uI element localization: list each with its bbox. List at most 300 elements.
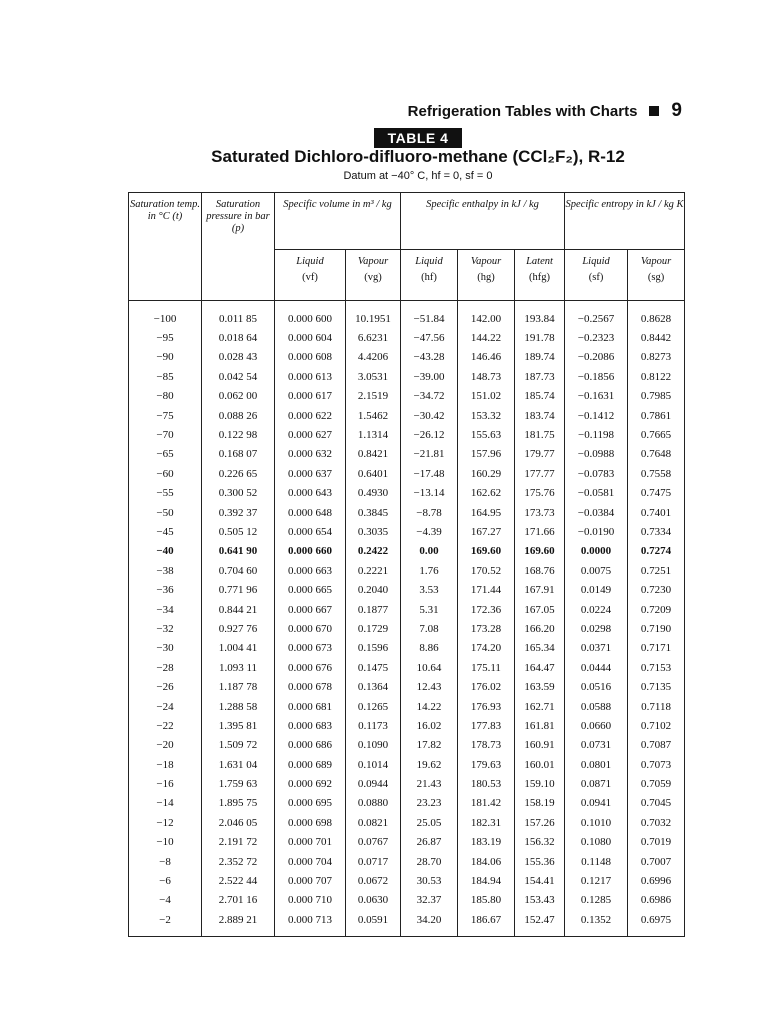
cell-enthalpy-liquid: 16.02: [401, 716, 458, 735]
table-row: [129, 542, 685, 561]
cell-entropy-vapour: 0.7135: [628, 677, 685, 696]
cell-pressure: 0.844 21: [202, 600, 275, 619]
cell-volume-liquid: 0.000 604: [275, 328, 346, 347]
cell-entropy-vapour: 0.8122: [628, 367, 685, 386]
cell-enthalpy-vapour: 178.73: [458, 736, 515, 755]
cell-volume-liquid: 0.000 698: [275, 813, 346, 832]
cell-enthalpy-liquid: −39.00: [401, 367, 458, 386]
cell-volume-vapour: 0.1173: [346, 716, 401, 735]
cell-volume-vapour: 0.0944: [346, 774, 401, 793]
cell-enthalpy-latent: 175.76: [515, 484, 565, 503]
cell-volume-liquid: 0.000 681: [275, 697, 346, 716]
cell-enthalpy-vapour: 181.42: [458, 794, 515, 813]
cell-pressure: 1.004 41: [202, 639, 275, 658]
header-enthalpy-liquid: Liquid (hf): [401, 250, 458, 301]
cell-pressure: 0.771 96: [202, 580, 275, 599]
cell-volume-vapour: 0.2422: [346, 542, 401, 561]
table-row: [129, 910, 685, 936]
cell-entropy-liquid: −0.0384: [565, 503, 628, 522]
cell-enthalpy-vapour: 169.60: [458, 542, 515, 561]
table-row: [129, 580, 685, 599]
cell-pressure: 0.392 37: [202, 503, 275, 522]
cell-pressure: 1.187 78: [202, 677, 275, 696]
cell-entropy-vapour: 0.7334: [628, 522, 685, 541]
cell-enthalpy-liquid: 0.00: [401, 542, 458, 561]
cell-pressure: 0.168 07: [202, 445, 275, 464]
cell-entropy-liquid: −0.1412: [565, 406, 628, 425]
cell-entropy-vapour: 0.7251: [628, 561, 685, 580]
cell-enthalpy-vapour: 174.20: [458, 639, 515, 658]
cell-enthalpy-liquid: −51.84: [401, 301, 458, 329]
cell-enthalpy-latent: 181.75: [515, 425, 565, 444]
cell-enthalpy-vapour: 164.95: [458, 503, 515, 522]
cell-enthalpy-vapour: 175.11: [458, 658, 515, 677]
cell-enthalpy-latent: 157.26: [515, 813, 565, 832]
cell-volume-vapour: 0.0880: [346, 794, 401, 813]
table-row: [129, 658, 685, 677]
cell-enthalpy-latent: 168.76: [515, 561, 565, 580]
cell-enthalpy-latent: 189.74: [515, 348, 565, 367]
cell-temp: −100: [129, 301, 202, 329]
cell-entropy-liquid: 0.0371: [565, 639, 628, 658]
cell-temp: −40: [129, 542, 202, 561]
cell-enthalpy-vapour: 183.19: [458, 833, 515, 852]
cell-pressure: 0.018 64: [202, 328, 275, 347]
cell-enthalpy-liquid: 3.53: [401, 580, 458, 599]
cell-temp: −80: [129, 387, 202, 406]
cell-temp: −36: [129, 580, 202, 599]
cell-enthalpy-latent: 153.43: [515, 891, 565, 910]
saturation-table: [128, 192, 685, 937]
cell-enthalpy-latent: 160.91: [515, 736, 565, 755]
cell-temp: −60: [129, 464, 202, 483]
cell-enthalpy-latent: 183.74: [515, 406, 565, 425]
cell-entropy-vapour: 0.7153: [628, 658, 685, 677]
cell-enthalpy-latent: 152.47: [515, 910, 565, 936]
cell-entropy-liquid: −0.1631: [565, 387, 628, 406]
cell-volume-liquid: 0.000 660: [275, 542, 346, 561]
table-row: [129, 619, 685, 638]
cell-pressure: 1.395 81: [202, 716, 275, 735]
table-title: Saturated Dichloro-difluoro-methane (CCl₂F₂), R-12: [211, 147, 625, 166]
cell-enthalpy-latent: 191.78: [515, 328, 565, 347]
cell-entropy-liquid: 0.0298: [565, 619, 628, 638]
cell-enthalpy-liquid: 7.08: [401, 619, 458, 638]
cell-temp: −30: [129, 639, 202, 658]
cell-enthalpy-liquid: 17.82: [401, 736, 458, 755]
cell-enthalpy-vapour: 180.53: [458, 774, 515, 793]
cell-entropy-vapour: 0.6975: [628, 910, 685, 936]
cell-temp: −22: [129, 716, 202, 735]
cell-entropy-liquid: −0.2323: [565, 328, 628, 347]
cell-temp: −16: [129, 774, 202, 793]
cell-enthalpy-liquid: 30.53: [401, 871, 458, 890]
cell-enthalpy-latent: 165.34: [515, 639, 565, 658]
cell-entropy-liquid: 0.1285: [565, 891, 628, 910]
cell-volume-vapour: 0.0821: [346, 813, 401, 832]
cell-volume-liquid: 0.000 692: [275, 774, 346, 793]
cell-entropy-vapour: 0.7171: [628, 639, 685, 658]
cell-entropy-vapour: 0.7401: [628, 503, 685, 522]
cell-entropy-vapour: 0.6986: [628, 891, 685, 910]
cell-entropy-vapour: 0.7190: [628, 619, 685, 638]
table-row: [129, 328, 685, 347]
cell-enthalpy-vapour: 184.06: [458, 852, 515, 871]
cell-pressure: 2.352 72: [202, 852, 275, 871]
cell-enthalpy-liquid: −17.48: [401, 464, 458, 483]
cell-pressure: 0.300 52: [202, 484, 275, 503]
cell-volume-liquid: 0.000 648: [275, 503, 346, 522]
cell-entropy-liquid: −0.2086: [565, 348, 628, 367]
cell-temp: −6: [129, 871, 202, 890]
cell-volume-vapour: 0.1729: [346, 619, 401, 638]
cell-enthalpy-liquid: 10.64: [401, 658, 458, 677]
cell-enthalpy-vapour: 172.36: [458, 600, 515, 619]
cell-pressure: 1.288 58: [202, 697, 275, 716]
table-row: [129, 639, 685, 658]
cell-enthalpy-liquid: −30.42: [401, 406, 458, 425]
table-row: [129, 406, 685, 425]
cell-pressure: 0.122 98: [202, 425, 275, 444]
table-row: [129, 891, 685, 910]
cell-enthalpy-vapour: 177.83: [458, 716, 515, 735]
cell-temp: −14: [129, 794, 202, 813]
cell-entropy-vapour: 0.7045: [628, 794, 685, 813]
header-entropy-vapour: Vapour (sg): [628, 250, 685, 301]
cell-temp: −24: [129, 697, 202, 716]
header-enthalpy-vapour: Vapour (hg): [458, 250, 515, 301]
cell-entropy-liquid: 0.0588: [565, 697, 628, 716]
cell-enthalpy-vapour: 185.80: [458, 891, 515, 910]
cell-volume-liquid: 0.000 710: [275, 891, 346, 910]
cell-entropy-vapour: 0.7059: [628, 774, 685, 793]
cell-entropy-vapour: 0.7032: [628, 813, 685, 832]
cell-temp: −4: [129, 891, 202, 910]
table-row: [129, 852, 685, 871]
cell-volume-vapour: 0.2221: [346, 561, 401, 580]
cell-enthalpy-liquid: 5.31: [401, 600, 458, 619]
running-head: [408, 100, 682, 122]
cell-enthalpy-vapour: 142.00: [458, 301, 515, 329]
running-head-title: Refrigeration Tables with Charts: [407, 102, 638, 120]
table-row: [129, 561, 685, 580]
cell-volume-liquid: 0.000 608: [275, 348, 346, 367]
cell-enthalpy-latent: 185.74: [515, 387, 565, 406]
cell-volume-vapour: 0.3845: [346, 503, 401, 522]
table-row: [129, 425, 685, 444]
table-row: [129, 503, 685, 522]
cell-temp: −20: [129, 736, 202, 755]
cell-enthalpy-vapour: 153.32: [458, 406, 515, 425]
cell-entropy-vapour: 0.6996: [628, 871, 685, 890]
cell-entropy-vapour: 0.8628: [628, 301, 685, 329]
cell-pressure: 0.011 85: [202, 301, 275, 329]
cell-pressure: 1.895 75: [202, 794, 275, 813]
table-row: [129, 736, 685, 755]
header-volume: Specific volume in m³ / kg: [275, 193, 401, 250]
cell-volume-vapour: 3.0531: [346, 367, 401, 386]
cell-entropy-liquid: 0.0801: [565, 755, 628, 774]
cell-pressure: 0.927 76: [202, 619, 275, 638]
cell-enthalpy-vapour: 148.73: [458, 367, 515, 386]
cell-entropy-vapour: 0.7209: [628, 600, 685, 619]
cell-temp: −10: [129, 833, 202, 852]
cell-enthalpy-latent: 159.10: [515, 774, 565, 793]
table-row: [129, 301, 685, 329]
cell-pressure: 2.889 21: [202, 910, 275, 936]
cell-enthalpy-latent: 164.47: [515, 658, 565, 677]
cell-volume-liquid: 0.000 678: [275, 677, 346, 696]
cell-entropy-vapour: 0.8273: [628, 348, 685, 367]
cell-enthalpy-latent: 173.73: [515, 503, 565, 522]
cell-volume-liquid: 0.000 707: [275, 871, 346, 890]
cell-volume-vapour: 0.0672: [346, 871, 401, 890]
cell-volume-vapour: 0.1014: [346, 755, 401, 774]
cell-volume-vapour: 0.1596: [346, 639, 401, 658]
cell-enthalpy-liquid: 19.62: [401, 755, 458, 774]
cell-volume-liquid: 0.000 632: [275, 445, 346, 464]
cell-pressure: 2.522 44: [202, 871, 275, 890]
cell-temp: −65: [129, 445, 202, 464]
cell-enthalpy-vapour: 186.67: [458, 910, 515, 936]
cell-volume-liquid: 0.000 686: [275, 736, 346, 755]
cell-volume-liquid: 0.000 695: [275, 794, 346, 813]
cell-volume-vapour: 1.1314: [346, 425, 401, 444]
cell-entropy-vapour: 0.7475: [628, 484, 685, 503]
cell-enthalpy-liquid: −21.81: [401, 445, 458, 464]
cell-entropy-liquid: 0.0731: [565, 736, 628, 755]
cell-temp: −18: [129, 755, 202, 774]
cell-entropy-vapour: 0.7019: [628, 833, 685, 852]
table-row: [129, 367, 685, 386]
cell-volume-vapour: 0.4930: [346, 484, 401, 503]
cell-entropy-liquid: 0.0941: [565, 794, 628, 813]
cell-volume-vapour: 0.1475: [346, 658, 401, 677]
cell-temp: −85: [129, 367, 202, 386]
header-volume-vapour: Vapour (vg): [346, 250, 401, 301]
cell-enthalpy-latent: 167.91: [515, 580, 565, 599]
cell-entropy-vapour: 0.7985: [628, 387, 685, 406]
cell-enthalpy-latent: 158.19: [515, 794, 565, 813]
cell-enthalpy-latent: 154.41: [515, 871, 565, 890]
cell-volume-liquid: 0.000 670: [275, 619, 346, 638]
cell-entropy-vapour: 0.7861: [628, 406, 685, 425]
cell-temp: −12: [129, 813, 202, 832]
cell-entropy-liquid: 0.0149: [565, 580, 628, 599]
table-row: [129, 600, 685, 619]
cell-enthalpy-vapour: 144.22: [458, 328, 515, 347]
cell-enthalpy-liquid: 26.87: [401, 833, 458, 852]
cell-temp: −2: [129, 910, 202, 936]
cell-enthalpy-vapour: 176.93: [458, 697, 515, 716]
table-row: [129, 716, 685, 735]
cell-entropy-liquid: 0.1217: [565, 871, 628, 890]
cell-enthalpy-vapour: 167.27: [458, 522, 515, 541]
cell-volume-liquid: 0.000 683: [275, 716, 346, 735]
cell-enthalpy-vapour: 170.52: [458, 561, 515, 580]
cell-entropy-vapour: 0.7102: [628, 716, 685, 735]
table-datum: Datum at −40° C, hf = 0, sf = 0: [343, 170, 493, 182]
cell-volume-vapour: 0.1877: [346, 600, 401, 619]
cell-temp: −75: [129, 406, 202, 425]
cell-enthalpy-latent: 160.01: [515, 755, 565, 774]
cell-entropy-vapour: 0.7648: [628, 445, 685, 464]
cell-entropy-liquid: −0.0783: [565, 464, 628, 483]
cell-pressure: 0.028 43: [202, 348, 275, 367]
cell-enthalpy-liquid: 21.43: [401, 774, 458, 793]
cell-enthalpy-vapour: 157.96: [458, 445, 515, 464]
cell-pressure: 2.191 72: [202, 833, 275, 852]
cell-volume-liquid: 0.000 701: [275, 833, 346, 852]
cell-volume-liquid: 0.000 600: [275, 301, 346, 329]
cell-entropy-liquid: −0.0581: [565, 484, 628, 503]
cell-enthalpy-vapour: 162.62: [458, 484, 515, 503]
cell-volume-liquid: 0.000 617: [275, 387, 346, 406]
cell-enthalpy-vapour: 155.63: [458, 425, 515, 444]
page-number: 9: [671, 100, 682, 121]
cell-enthalpy-liquid: 14.22: [401, 697, 458, 716]
cell-entropy-liquid: −0.2567: [565, 301, 628, 329]
cell-volume-liquid: 0.000 673: [275, 639, 346, 658]
cell-enthalpy-liquid: 34.20: [401, 910, 458, 936]
cell-temp: −90: [129, 348, 202, 367]
cell-volume-liquid: 0.000 665: [275, 580, 346, 599]
cell-pressure: 0.226 65: [202, 464, 275, 483]
cell-enthalpy-liquid: 25.05: [401, 813, 458, 832]
header-entropy: Specific entropy in kJ / kg K: [565, 193, 685, 250]
cell-volume-vapour: 0.0630: [346, 891, 401, 910]
cell-entropy-liquid: −0.0988: [565, 445, 628, 464]
header-temp: Saturation temp. in °C (t): [129, 193, 202, 301]
cell-volume-liquid: 0.000 704: [275, 852, 346, 871]
cell-volume-vapour: 0.6401: [346, 464, 401, 483]
cell-enthalpy-liquid: 23.23: [401, 794, 458, 813]
cell-enthalpy-liquid: 8.86: [401, 639, 458, 658]
cell-volume-liquid: 0.000 622: [275, 406, 346, 425]
cell-pressure: 0.704 60: [202, 561, 275, 580]
cell-enthalpy-liquid: −34.72: [401, 387, 458, 406]
cell-pressure: 0.505 12: [202, 522, 275, 541]
cell-temp: −55: [129, 484, 202, 503]
cell-entropy-vapour: 0.8442: [628, 328, 685, 347]
cell-volume-vapour: 2.1519: [346, 387, 401, 406]
table-row: [129, 871, 685, 890]
cell-pressure: 1.759 63: [202, 774, 275, 793]
cell-volume-liquid: 0.000 713: [275, 910, 346, 936]
cell-entropy-liquid: 0.1080: [565, 833, 628, 852]
cell-pressure: 0.088 26: [202, 406, 275, 425]
cell-enthalpy-liquid: −47.56: [401, 328, 458, 347]
cell-pressure: 1.509 72: [202, 736, 275, 755]
cell-volume-liquid: 0.000 643: [275, 484, 346, 503]
cell-entropy-liquid: 0.1352: [565, 910, 628, 936]
cell-entropy-vapour: 0.7558: [628, 464, 685, 483]
cell-enthalpy-vapour: 179.63: [458, 755, 515, 774]
cell-temp: −50: [129, 503, 202, 522]
cell-entropy-liquid: −0.1856: [565, 367, 628, 386]
cell-enthalpy-vapour: 173.28: [458, 619, 515, 638]
cell-temp: −45: [129, 522, 202, 541]
header-enthalpy-latent: Latent (hfg): [515, 250, 565, 301]
cell-enthalpy-latent: 166.20: [515, 619, 565, 638]
cell-entropy-liquid: 0.1148: [565, 852, 628, 871]
cell-volume-vapour: 6.6231: [346, 328, 401, 347]
cell-volume-vapour: 0.0591: [346, 910, 401, 936]
cell-entropy-liquid: 0.0224: [565, 600, 628, 619]
cell-pressure: 1.631 04: [202, 755, 275, 774]
cell-entropy-liquid: −0.0190: [565, 522, 628, 541]
cell-enthalpy-latent: 155.36: [515, 852, 565, 871]
header-pressure: Saturation pressure in bar (p): [202, 193, 275, 301]
cell-enthalpy-latent: 167.05: [515, 600, 565, 619]
header-entropy-liquid: Liquid (sf): [565, 250, 628, 301]
cell-enthalpy-liquid: −43.28: [401, 348, 458, 367]
cell-enthalpy-vapour: 146.46: [458, 348, 515, 367]
cell-enthalpy-liquid: 12.43: [401, 677, 458, 696]
cell-temp: −26: [129, 677, 202, 696]
cell-volume-vapour: 0.2040: [346, 580, 401, 599]
cell-enthalpy-latent: 169.60: [515, 542, 565, 561]
table-row: [129, 833, 685, 852]
cell-enthalpy-vapour: 171.44: [458, 580, 515, 599]
cell-entropy-liquid: −0.1198: [565, 425, 628, 444]
cell-entropy-vapour: 0.7118: [628, 697, 685, 716]
cell-enthalpy-latent: 187.73: [515, 367, 565, 386]
cell-volume-vapour: 0.1364: [346, 677, 401, 696]
cell-volume-vapour: 0.1265: [346, 697, 401, 716]
cell-volume-liquid: 0.000 654: [275, 522, 346, 541]
cell-entropy-vapour: 0.7073: [628, 755, 685, 774]
cell-enthalpy-latent: 193.84: [515, 301, 565, 329]
cell-entropy-vapour: 0.7230: [628, 580, 685, 599]
cell-enthalpy-latent: 163.59: [515, 677, 565, 696]
header-enthalpy: Specific enthalpy in kJ / kg: [401, 193, 565, 250]
cell-volume-vapour: 0.8421: [346, 445, 401, 464]
cell-pressure: 2.701 16: [202, 891, 275, 910]
table-row: [129, 813, 685, 832]
cell-entropy-liquid: 0.0660: [565, 716, 628, 735]
cell-entropy-vapour: 0.7274: [628, 542, 685, 561]
cell-temp: −28: [129, 658, 202, 677]
cell-enthalpy-liquid: −8.78: [401, 503, 458, 522]
cell-enthalpy-latent: 179.77: [515, 445, 565, 464]
table-row: [129, 755, 685, 774]
cell-enthalpy-vapour: 184.94: [458, 871, 515, 890]
cell-enthalpy-liquid: 28.70: [401, 852, 458, 871]
cell-volume-vapour: 0.0767: [346, 833, 401, 852]
cell-enthalpy-latent: 161.81: [515, 716, 565, 735]
cell-temp: −95: [129, 328, 202, 347]
table-row: [129, 697, 685, 716]
cell-volume-vapour: 10.1951: [346, 301, 401, 329]
cell-enthalpy-vapour: 160.29: [458, 464, 515, 483]
cell-enthalpy-liquid: −4.39: [401, 522, 458, 541]
cell-volume-vapour: 4.4206: [346, 348, 401, 367]
cell-entropy-liquid: 0.0444: [565, 658, 628, 677]
cell-entropy-liquid: 0.0516: [565, 677, 628, 696]
table-label: TABLE 4: [374, 128, 462, 148]
table-body: [129, 301, 685, 937]
cell-temp: −38: [129, 561, 202, 580]
cell-volume-vapour: 1.5462: [346, 406, 401, 425]
cell-volume-liquid: 0.000 613: [275, 367, 346, 386]
cell-volume-vapour: 0.3035: [346, 522, 401, 541]
cell-pressure: 1.093 11: [202, 658, 275, 677]
cell-enthalpy-liquid: 32.37: [401, 891, 458, 910]
cell-pressure: 0.062 00: [202, 387, 275, 406]
cell-volume-liquid: 0.000 667: [275, 600, 346, 619]
cell-volume-liquid: 0.000 637: [275, 464, 346, 483]
